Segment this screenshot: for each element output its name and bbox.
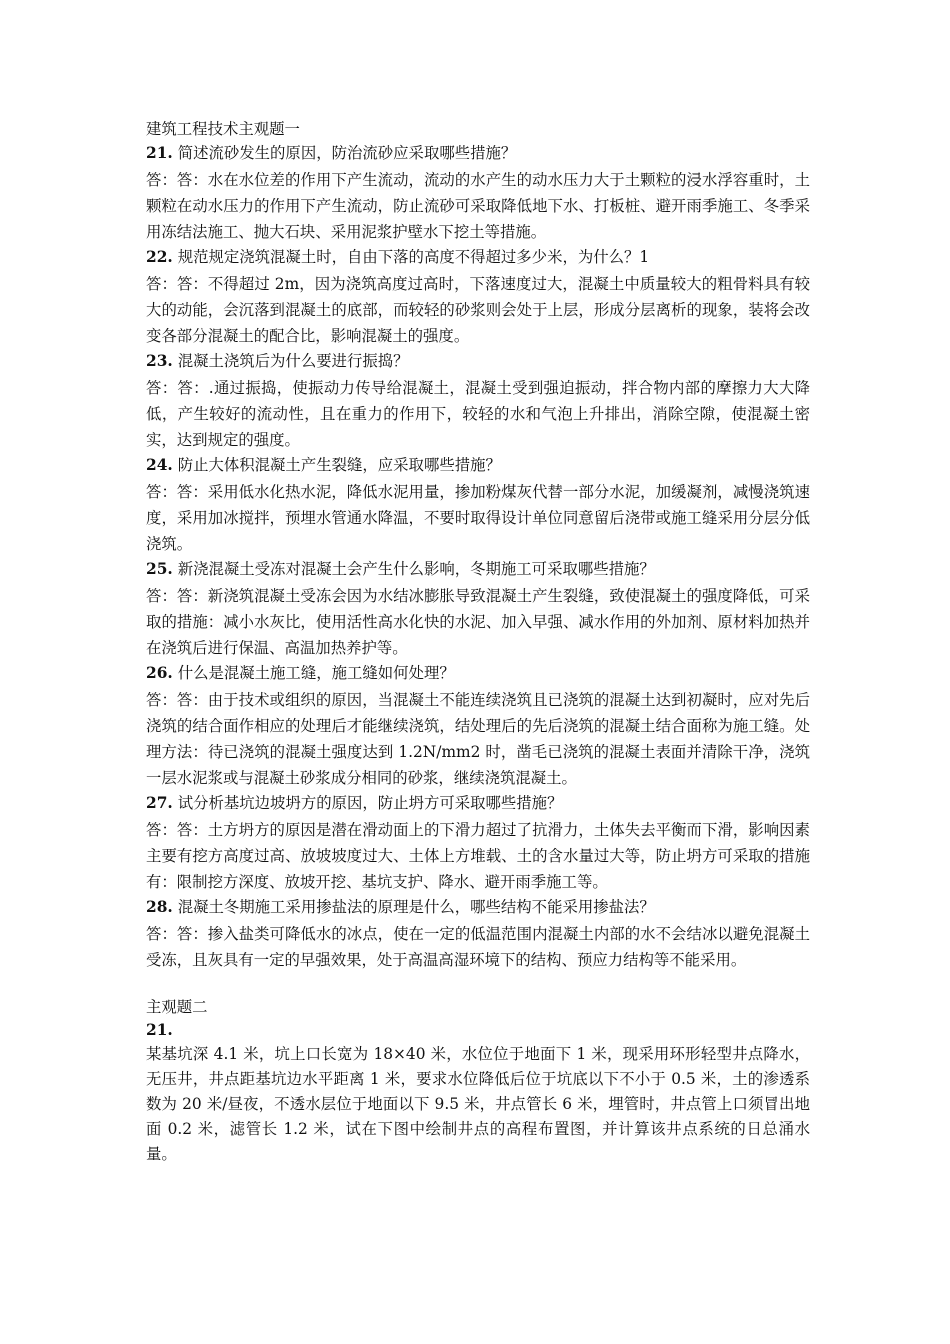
question-text: 什么是混凝土施工缝，施工缝如何处理？ (177, 664, 455, 682)
section-two (146, 996, 810, 1167)
question-block (146, 558, 810, 661)
section-spacer (146, 973, 810, 996)
question-block (146, 662, 810, 791)
question-line (146, 662, 810, 685)
question-block (146, 142, 810, 245)
question-block (146, 350, 810, 453)
question-number: 27. (146, 794, 173, 812)
question-text: 简述流砂发生的原因，防治流砂应采取哪些措施？ (177, 144, 517, 162)
question-number: 28. (146, 898, 173, 916)
answer-text: 答：答：新浇筑混凝土受冻会因为水结冰膨胀导致混凝土产生裂缝，致使混凝土的强度降低，可采取的措施：减小水灰比，使用活性高水化快的水泥、加入早强、减水作用的外加剂、原材料加热并在浇筑后进行保温、高温加热养护等。 (146, 587, 810, 657)
question-number: 23. (146, 352, 173, 370)
answer-text: 答：答：土方坍方的原因是潜在滑动面上的下滑力超过了抗滑力，土体失去平衡而下滑，影响因素主要有挖方高度过高、放坡坡度过大、土体上方堆载、土的含水量过大等，防止坍方可采取的措施有：限制挖方深度、放坡开挖、基坑支护、降水、避开雨季施工等。 (146, 821, 810, 891)
section-question-text: 某基坑深 4.1 米，坑上口长宽为 18×40 米，水位位于地面下 1 米，现采用环形轻型井点降水，无压井，井点距基坑边水平距离 1 米，要求水位降低后位于坑底以下不小于 0.5 米，土的渗透系数为 20 米/昼夜，不透水层位于地面以下 9.5 米，井点管长 6 米，埋管时，井点管上口须冒出地面 0.2 米，滤管长 1.2 米，试在下图中绘制井点的高程布置图，并计算该井点系统的日总涌水量。 (146, 1045, 810, 1163)
question-block (146, 246, 810, 349)
question-text: 混凝土浇筑后为什么要进行振捣？ (177, 352, 409, 370)
document-page (146, 118, 810, 1167)
question-block (146, 454, 810, 557)
question-line (146, 350, 810, 373)
answer-text: 答：答：水在水位差的作用下产生流动，流动的水产生的动水压力大于土颗粒的浸水浮容重时，土颗粒在动水压力的作用下产生流动，防止流砂可采取降低地下水、打板桩、避开雨季施工、冬季采用冻结法施工、抛大石块、采用泥浆护壁水下挖土等措施。 (146, 171, 810, 241)
question-text: 混凝土冬期施工采用掺盐法的原理是什么，哪些结构不能采用掺盐法？ (177, 898, 655, 916)
question-line (146, 454, 810, 477)
question-block (146, 792, 810, 895)
question-text: 试分析基坑边坡坍方的原因，防止坍方可采取哪些措施？ (177, 794, 563, 812)
section-question-number: 21. (146, 1021, 173, 1039)
question-text: 防止大体积混凝土产生裂缝，应采取哪些措施？ (177, 456, 501, 474)
question-text: 规范规定浇筑混凝土时，自由下落的高度不得超过多少米，为什么？1 (177, 248, 650, 266)
question-line (146, 246, 810, 269)
question-number: 22. (146, 248, 173, 266)
question-number: 25. (146, 560, 173, 578)
question-number: 26. (146, 664, 173, 682)
answer-text: 答：答：采用低水化热水泥，降低水泥用量，掺加粉煤灰代替一部分水泥，加缓凝剂，减慢浇筑速度，采用加冰搅拌，预埋水管通水降温，不要时取得设计单位同意留后浇带或施工缝采用分层分低浇筑。 (146, 483, 810, 553)
question-line (146, 558, 810, 581)
question-block (146, 896, 810, 973)
question-text: 新浇混凝土受冻对混凝土会产生什么影响，冬期施工可采取哪些措施？ (177, 560, 655, 578)
answer-text: 答：答：掺入盐类可降低水的冰点，使在一定的低温范围内混凝土内部的水不会结冰以避免混凝土受冻，且灰具有一定的早强效果，处于高温高湿环境下的结构、预应力结构等不能采用。 (146, 925, 810, 969)
question-line (146, 896, 810, 919)
answer-text: 答：答：.通过振捣，使振动力传导给混凝土，混凝土受到强迫振动，拌合物内部的摩擦力大大降低，产生较好的流动性，且在重力的作用下，较轻的水和气泡上升排出，消除空隙，使混凝土密实，达到规定的强度。 (146, 379, 810, 449)
question-line (146, 142, 810, 165)
answer-text: 答：答：不得超过 2m，因为浇筑高度过高时，下落速度过大，混凝土中质量较大的粗骨料具有较大的动能，会沉落到混凝土的底部，而较轻的砂浆则会处于上层，形成分层离析的现象，装将会改变各部分混凝土的配合比，影响混凝土的强度。 (146, 275, 810, 345)
document-title: 建筑工程技术主观题一 (146, 120, 300, 138)
question-line (146, 792, 810, 815)
section-title: 主观题二 (146, 998, 208, 1016)
question-number: 24. (146, 456, 173, 474)
question-number: 21. (146, 144, 173, 162)
answer-text: 答：答：由于技术或组织的原因，当混凝土不能连续浇筑且已浇筑的混凝土达到初凝时，应对先后浇筑的结合面作相应的处理后才能继续浇筑，结处理后的先后浇筑的混凝土结合面称为施工缝。处理方法：待已浇筑的混凝土强度达到 1.2N/mm2 时，凿毛已浇筑的混凝土表面并清除干净，浇筑一层水泥浆或与混凝土砂浆成分相同的砂浆，继续浇筑混凝土。 (146, 691, 810, 787)
